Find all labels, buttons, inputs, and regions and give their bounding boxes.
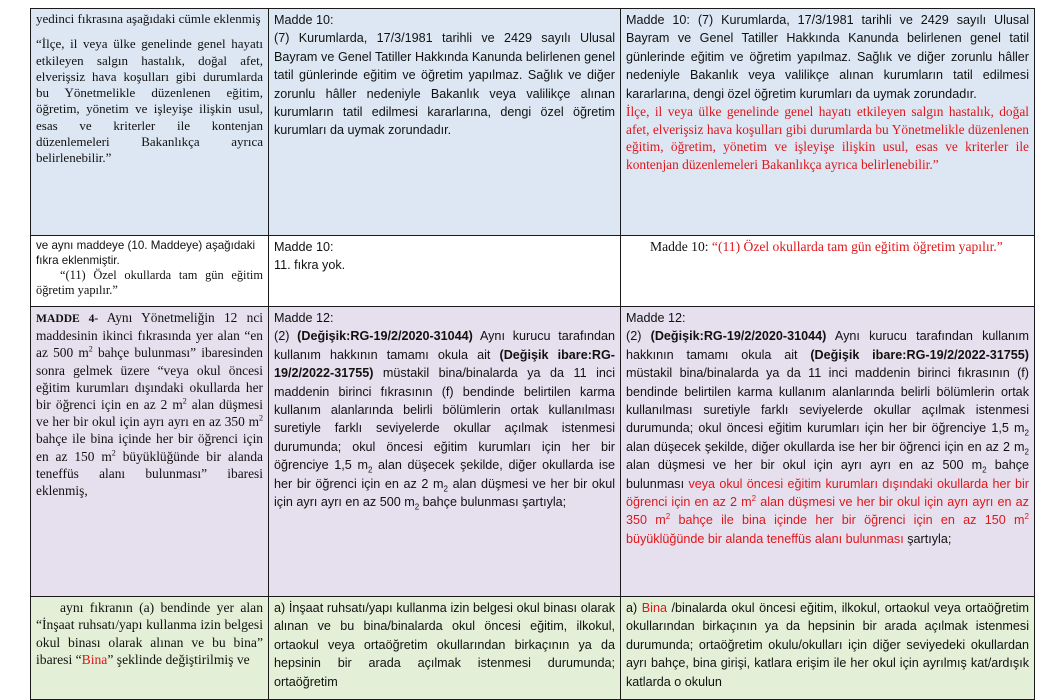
article-text: (2): [274, 329, 298, 344]
old-text-cell: [269, 307, 621, 597]
amendment-text: büyüklüğünde bir alanda teneffüs alanı bulunması” ibaresi eklenmiş,: [36, 448, 263, 499]
table-row: [31, 597, 1035, 700]
amendment-reference: (Değişik ibare:RG-19/2/2022-31755): [274, 347, 615, 381]
table-row: [31, 236, 1035, 307]
added-text: “(11) Özel okullarda tam gün eğitim öğretim yapılır.”: [711, 239, 1003, 254]
amendment-reference: (Değişik:RG-19/2/2020-31044): [297, 329, 473, 344]
article-text: bahçe bulunması şartıyla;: [419, 495, 567, 510]
article-title: Madde 10:: [274, 240, 334, 254]
superscript: 2: [182, 396, 187, 406]
amendment-text: ” şeklinde değiştirilmiş ve: [107, 652, 250, 668]
superscript: 2: [88, 344, 93, 354]
article-text: (7) Kurumlarda, 17/3/1981 tarihli ve 2429 sayılı Ulusal Bayram ve Genel Tatiller Hakkında Kanunda belirlenen genel tatil günlerinde eğitim ve öğretim yapılmaz. Sağlık ve diğer zorunlu hâller nedeniyle Bakanlık veya valilikçe alınan kurumların tatil edilmesi kararlarına, dengi özel öğretim kurumları da uymak zorundadır.: [274, 31, 615, 138]
table-row: [31, 307, 1035, 597]
subscript: 2: [1024, 447, 1029, 457]
amendment-intro: yedinci fıkrasına aşağıdaki cümle eklenmiş: [36, 11, 261, 26]
superscript: 2: [1024, 512, 1029, 522]
article-text: (2): [626, 329, 651, 344]
amendment-text: bahçe bulunması” ibaresinden sonra gelmek üzere “veya okul öncesi eğitim kurumları dışındaki okullarda her bir öğrenci için en az 2 m: [36, 345, 263, 413]
added-text: Bina: [641, 601, 667, 615]
amendment-quote: “(11) Özel okullarda tam gün eğitim öğretim yapılır.”: [36, 268, 263, 297]
table-row: [31, 9, 1035, 236]
article-text: müstakil bina/binalarda ya da 11 inci maddenin birinci fıkrasının (f) bendinde belirtilen karma kullanım alanlarında belirli bölümlerin ortak kullanılması suretiyle farklı seviyelerde okullar açılmak istenmesi durumunda; okul öncesi eğitim kurumları için her bir öğrenciye 1,5 m: [274, 366, 615, 473]
old-text-cell: [269, 597, 621, 700]
article-title: Madde 10:: [274, 13, 334, 27]
amendment-cell: [31, 597, 269, 700]
article-title: Madde 12:: [626, 311, 686, 325]
superscript: 2: [111, 448, 116, 458]
comparison-table: [30, 8, 1035, 700]
new-text-cell: [621, 307, 1035, 597]
article-text: /binalarda okul öncesi eğitim, ilkokul, ortaokul veya ortaöğretim okullarından birkaçının ya da hepsinin bir arada açılmak istenmesi durumunda; ortaöğretim okulu/okulları için diğer seviyedeki okullardan ayrı bahçe, bina girişi, katlara erişim ile her okul için ayrılmış kat/ardışık katlarda o okulun: [626, 601, 1029, 689]
amendment-cell: [31, 307, 269, 597]
added-text: veya okul öncesi eğitim kurumları dışındaki okullarda her bir öğrenci için en az 2 m: [626, 476, 1029, 510]
amendment-quote: “İlçe, il veya ülke genelinde genel hayatı etkileyen salgın hastalık, doğal afet, elverişsiz hava koşulları gibi durumlarda bu Yönetmelikle düzenlenen eğitim, öğretim, yönetim ve işleyişe ilişkin usul, esas ve kriterler ile kontenjan düzenlemeleri Bakanlıkça ayrıca belirlenebilir.”: [36, 36, 263, 166]
article-text: alan düşmesi ve her bir okul için ayrı ayrı en az 500 m: [626, 458, 983, 473]
article-text: alan düşmesi ve her bir okul için ayrı ayrı en az 500 m: [274, 476, 615, 510]
added-text: alan düşmesi ve her bir okul için ayrı ayrı en az 350 m: [626, 495, 1029, 528]
article-text: a): [626, 601, 642, 615]
article-text: alan düşecek şekilde, diğer okullarda ise her bir öğrenci için en az 2 m: [274, 458, 615, 491]
added-text: büyüklüğünde bir alanda teneffüs alanı bulunması: [626, 531, 904, 546]
article-text: müstakil bina/binalarda ya da 11 inci maddenin birinci fıkrasının (f) bendinde belirtilen karma kullanım alanlarında belirli bölümlerin ortak kullanılması suretiyle farklı seviyelerde okullar açılmak istenmesi durumunda; okul öncesi eğitim kurumları için her bir öğrenciye 1,5 m: [626, 366, 1029, 436]
superscript: 2: [665, 512, 671, 522]
amendment-intro: ve aynı maddeye (10. Maddeye) aşağıdaki fıkra eklenmiştir.: [36, 239, 256, 267]
amendment-reference: (Değişik ibare:RG-19/2/2022-31755): [810, 347, 1030, 362]
amendment-reference: (Değişik:RG-19/2/2020-31044): [650, 329, 827, 344]
subscript: 2: [443, 484, 448, 494]
added-text: İlçe, il veya ülke genelinde genel hayatı etkileyen salgın hastalık, doğal afet, elverişsiz hava koşulları gibi durumlarda bu Yönetmelikle düzenlenen eğitim, öğretim, yönetim ve işleyişe ilişkin usul, esas ve kriterler ile kontenjan düzenlemeleri Bakanlıkça ayrıca belirlenebilir.”: [626, 104, 1029, 172]
new-text-cell: [621, 9, 1035, 236]
article-title: Madde 12:: [274, 311, 334, 325]
superscript: 2: [751, 493, 757, 503]
amendment-text: Aynı Yönetmeliğin 12 nci maddesinin ikinci fıkrasında yer alan “en az 500 m: [36, 310, 263, 361]
article-text: şartıyla;: [903, 531, 952, 546]
article-text: Madde 10: (7) Kurumlarda, 17/3/1981 tarihli ve 2429 sayılı Ulusal Bayram ve Genel Tatiller Hakkında Kanunda belirlenen genel tatil günlerinde eğitim ve öğretim yapılmaz. Sağlık ve diğer zorunlu hâller nedeniyle Bakanlık veya valilikçe alınan kurumların tatil edilmesi kararlarına, dengi özel öğretim kurumları da uymak zorundadır.: [626, 13, 1029, 101]
article-text: alan düşecek şekilde, diğer okullarda ise her bir öğrenci için en az 2 m: [626, 439, 1025, 454]
amendment-cell: [31, 9, 269, 236]
added-text: bahçe ile bina içinde her bir öğrenci için en az 150 m: [670, 513, 1025, 528]
amendment-text: alan düşmesi ve her bir okul için ayrı ayrı en az 350 m: [36, 397, 263, 430]
old-text-cell: [269, 9, 621, 236]
amendment-text: bahçe ile bina içinde her bir öğrenci için en az 150 m: [36, 431, 263, 464]
subscript: 2: [367, 465, 373, 475]
article-label: MADDE 4-: [36, 312, 99, 325]
subscript: 2: [1024, 428, 1029, 438]
added-text: Bina: [81, 652, 108, 668]
article-text: Aynı kurucu tarafından kullanım hakkının tamamı okula ait: [626, 329, 1030, 362]
amendment-cell: [31, 236, 269, 307]
new-text-cell: [621, 597, 1035, 700]
subscript: 2: [414, 502, 420, 512]
old-text-cell: [269, 236, 621, 307]
amendment-text: aynı fıkranın (a) bendinde yer alan “İnşaat ruhsatı/yapı kullanma izin belgesi okul binası olarak alınan ve bu bina” ibaresi “: [36, 600, 263, 668]
subscript: 2: [982, 465, 987, 475]
article-text: Aynı kurucu tarafından kullanım hakkının tamamı okula ait: [274, 329, 615, 362]
article-text: bahçe bulunması: [626, 458, 1030, 491]
new-text-cell: [621, 236, 1035, 307]
article-text: a) İnşaat ruhsatı/yapı kullanma izin belgesi okul binası olarak alınan ve bu bina/binalarda okul öncesi eğitim, ilkokul, ortaokul veya ortaöğretim okullarından birkaçının ya da hepsinin bir arada açılmak istenmesi durumunda; ortaöğretim: [274, 601, 615, 689]
article-title: Madde 10:: [650, 239, 712, 254]
superscript: 2: [259, 413, 263, 423]
article-text: 11. fıkra yok.: [274, 258, 346, 273]
